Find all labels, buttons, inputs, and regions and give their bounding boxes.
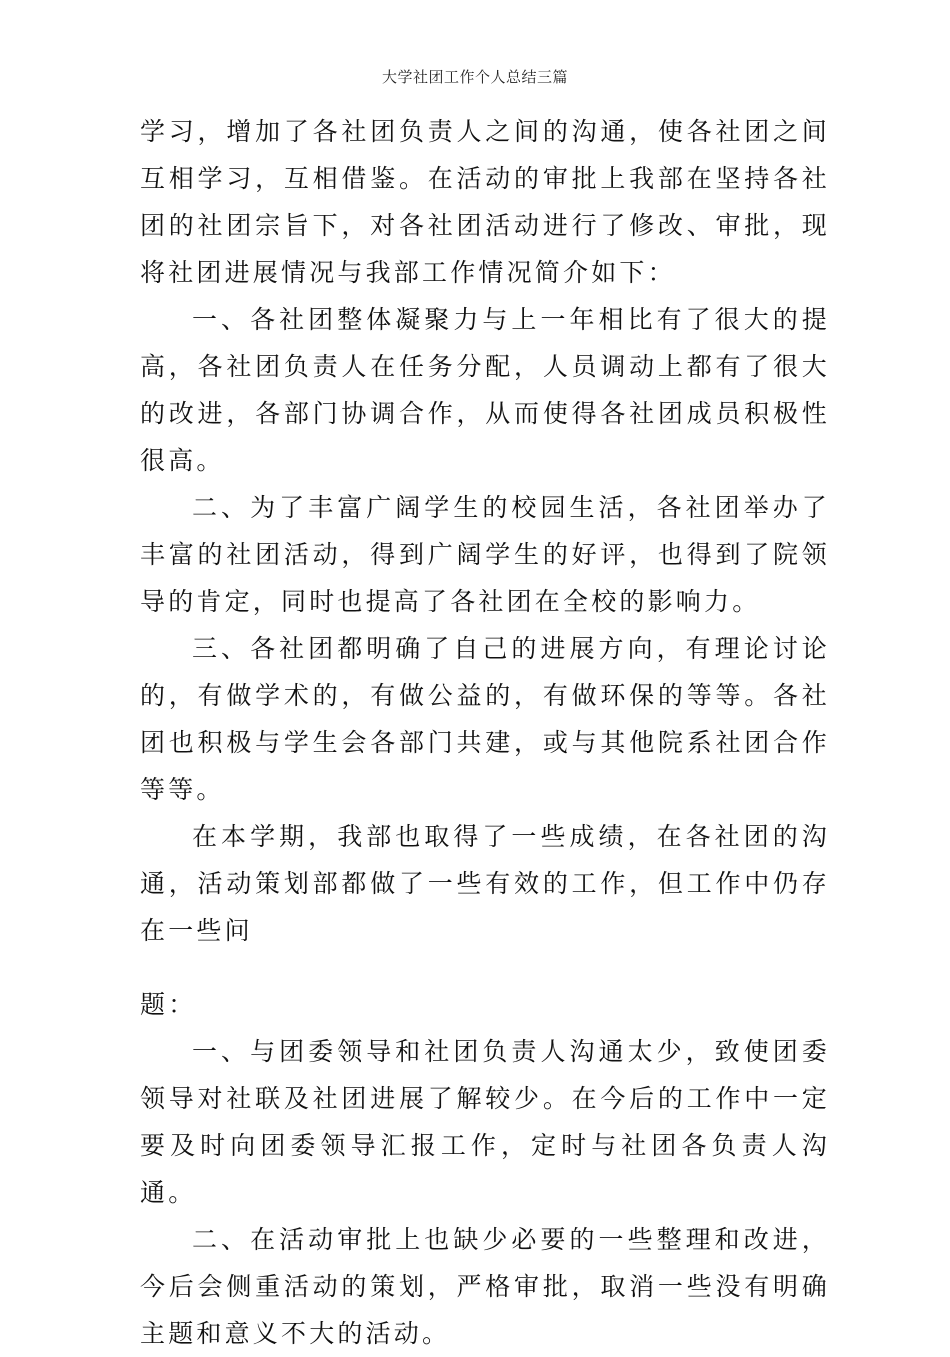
paragraph-point-1: 一、各社团整体凝聚力与上一年相比有了很大的提高，各社团负责人在任务分配，人员调动上都有了很大的改进，各部门协调合作，从而使得各社团成员积极性很高。 [140,305,830,475]
page-header-title: 大学社团工作个人总结三篇 [381,68,568,86]
paragraph-intro: 学习，增加了各社团负责人之间的沟通，使各社团之间互相学习，互相借鉴。在活动的审批上我部在坚持各社团的社团宗旨下，对各社团活动进行了修改、审批，现将社团进展情况与我部工作情况简介如下： [140,117,830,287]
paragraph-problem-2: 二、在活动审批上也缺少必要的一些整理和改进，今后会侧重活动的策划，严格审批，取消一些没有明确主题和意义不大的活动。 [140,1225,830,1348]
paragraph-achievements: 在本学期，我部也取得了一些成绩，在各社团的沟通，活动策划部都做了一些有效的工作，但工作中仍存在一些问 [140,822,830,945]
paragraph-problems-label: 题： [140,990,197,1019]
document-body [140,108,830,1357]
paragraph-problem-1: 一、与团委领导和社团负责人沟通太少，致使团委领导对社联及社团进展了解较少。在今后的工作中一定要及时向团委领导汇报工作，定时与社团各负责人沟通。 [140,1037,830,1207]
paragraph-point-3: 三、各社团都明确了自己的进展方向，有理论讨论的，有做学术的，有做公益的，有做环保的等等。各社团也积极与学生会各部门共建，或与其他院系社团合作等等。 [140,634,830,804]
paragraph-point-2: 二、为了丰富广阔学生的校园生活，各社团举办了丰富的社团活动，得到广阔学生的好评，也得到了院领导的肯定，同时也提高了各社团在全校的影响力。 [140,493,830,616]
